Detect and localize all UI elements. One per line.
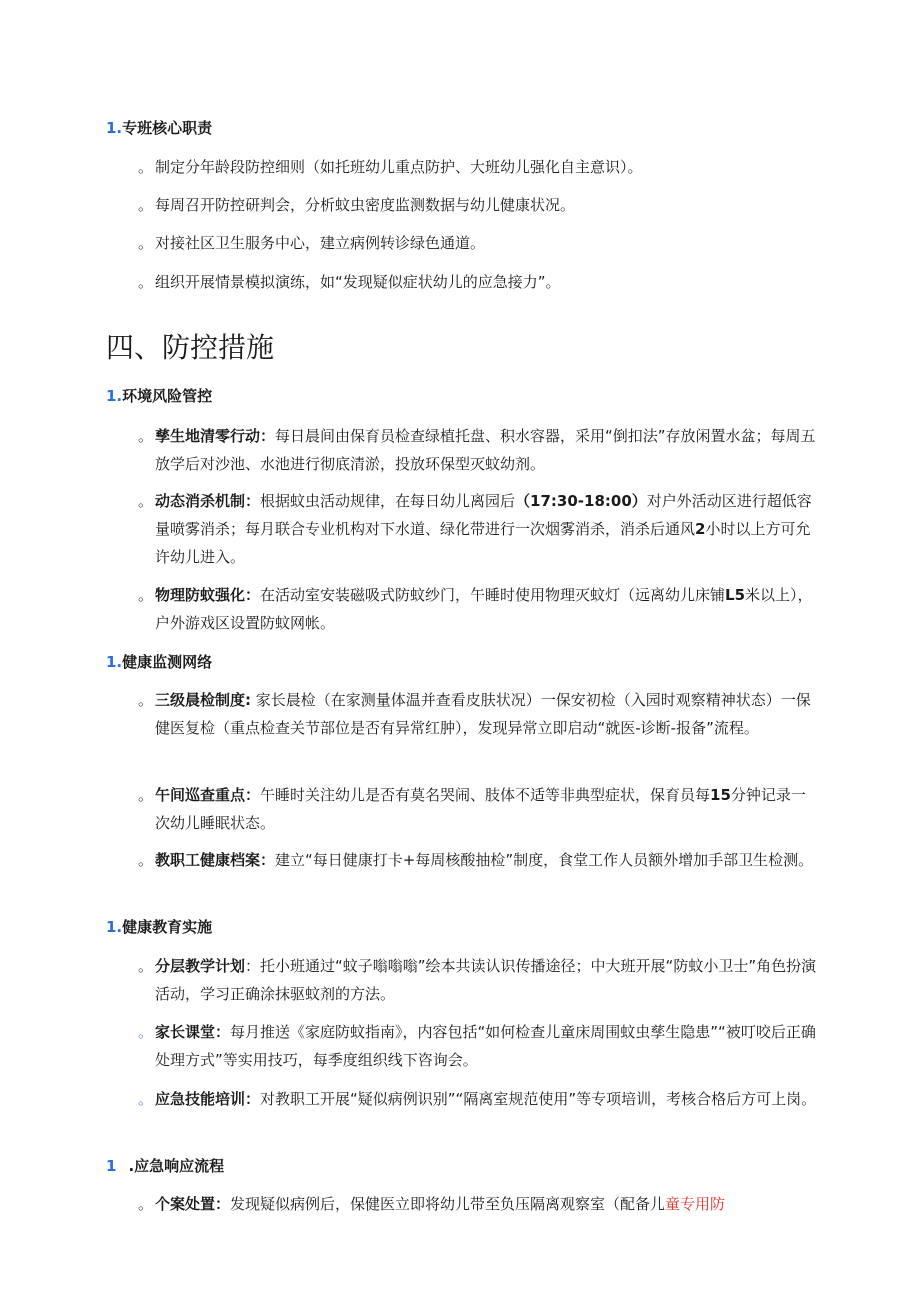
list-item: 。 分层教学计划：托小班通过“蚊子嗡嗡嗡”绘本共读认识传播途径；中大班开展“防蚊小卫士”角色扮演活动，学习正确涂抹驱蚊剂的方法。 — [138, 957, 817, 1003]
section-heading: 1 .应急响应流程 — [106, 1157, 225, 1175]
list-item: 。 对接社区卫生服务中心，建立病例转诊绿色通道。 — [138, 234, 486, 252]
section-heading: 1.健康监测网络 — [106, 653, 213, 671]
chapter-heading: 四、防控措施 — [106, 331, 275, 364]
section-heading: 1.健康教育实施 — [106, 918, 213, 936]
section-heading: 1.环境风险管控 — [106, 387, 213, 405]
list-item: 。 应急技能培训：对教职工开展“疑似病例识别”“隔离室规范使用”等专项培训，考核合格后方可上岗。 — [138, 1090, 817, 1108]
list-item: 。 孳生地清零行动：每日晨间由保育员检查绿植托盘、积水容器，采用“倒扣法”存放闲置水盆；每周五放学后对沙池、水池进行彻底清淤，投放环保型灭蚊幼剂。 — [138, 427, 816, 473]
list-item: 。 三级晨检制度: 家长晨检（在家测量体温并查看皮肤状况）一保安初检（入园时观察精神状态）一保健医复检（重点检查关节部位是否有异常红肿），发现异常立即启动“就医-诊断-报备”流程。 — [138, 691, 811, 737]
list-item: 。 午间巡查重点：午睡时关注幼儿是否有莫名哭闹、肢体不适等非典型症状，保育员每15分钟记录一次幼儿睡眠状态。 — [138, 786, 806, 832]
list-item: 。 动态消杀机制：根据蚊虫活动规律，在每日幼儿离园后（17:30-18:00）对户外活动区进行超低容量喷雾消杀；每月联合专业机构对下水道、绿化带进行一次烟雾消杀，消杀后通风2小时以上方可允许幼儿进入。 — [138, 492, 812, 566]
list-item: 。 制定分年龄段防控细则（如托班幼儿重点防护、大班幼儿强化自主意识）。 — [138, 158, 643, 176]
list-item: 。 每周召开防控研判会，分析蚊虫密度监测数据与幼儿健康状况。 — [138, 196, 576, 214]
list-item: 。 组织开展情景模拟演练，如“发现疑似症状幼儿的应急接力”。 — [138, 273, 561, 291]
list-item: 。 教职工健康档案：建立“每日健康打卡+每周核酸抽检”制度，食堂工作人员额外增加手部卫生检测。 — [138, 851, 814, 869]
list-item: 。 家长课堂：每月推送《家庭防蚊指南》，内容包括“如何检查儿童床周围蚊虫孳生隐患”“被叮咬后正确处理方式”等实用技巧，每季度组织线下咨询会。 — [138, 1023, 816, 1069]
list-item: 。 个案处置：发现疑似病例后，保健医立即将幼儿带至负压隔离观察室（配备儿童专用防 — [138, 1195, 726, 1213]
list-item: 。 物理防蚊强化：在活动室安装磁吸式防蚊纱门，午睡时使用物理灭蚊灯（远离幼儿床铺L5米以上），户外游戏区设置防蚊网帐。 — [138, 586, 813, 632]
section-heading: 1.专班核心职责 — [106, 119, 213, 137]
